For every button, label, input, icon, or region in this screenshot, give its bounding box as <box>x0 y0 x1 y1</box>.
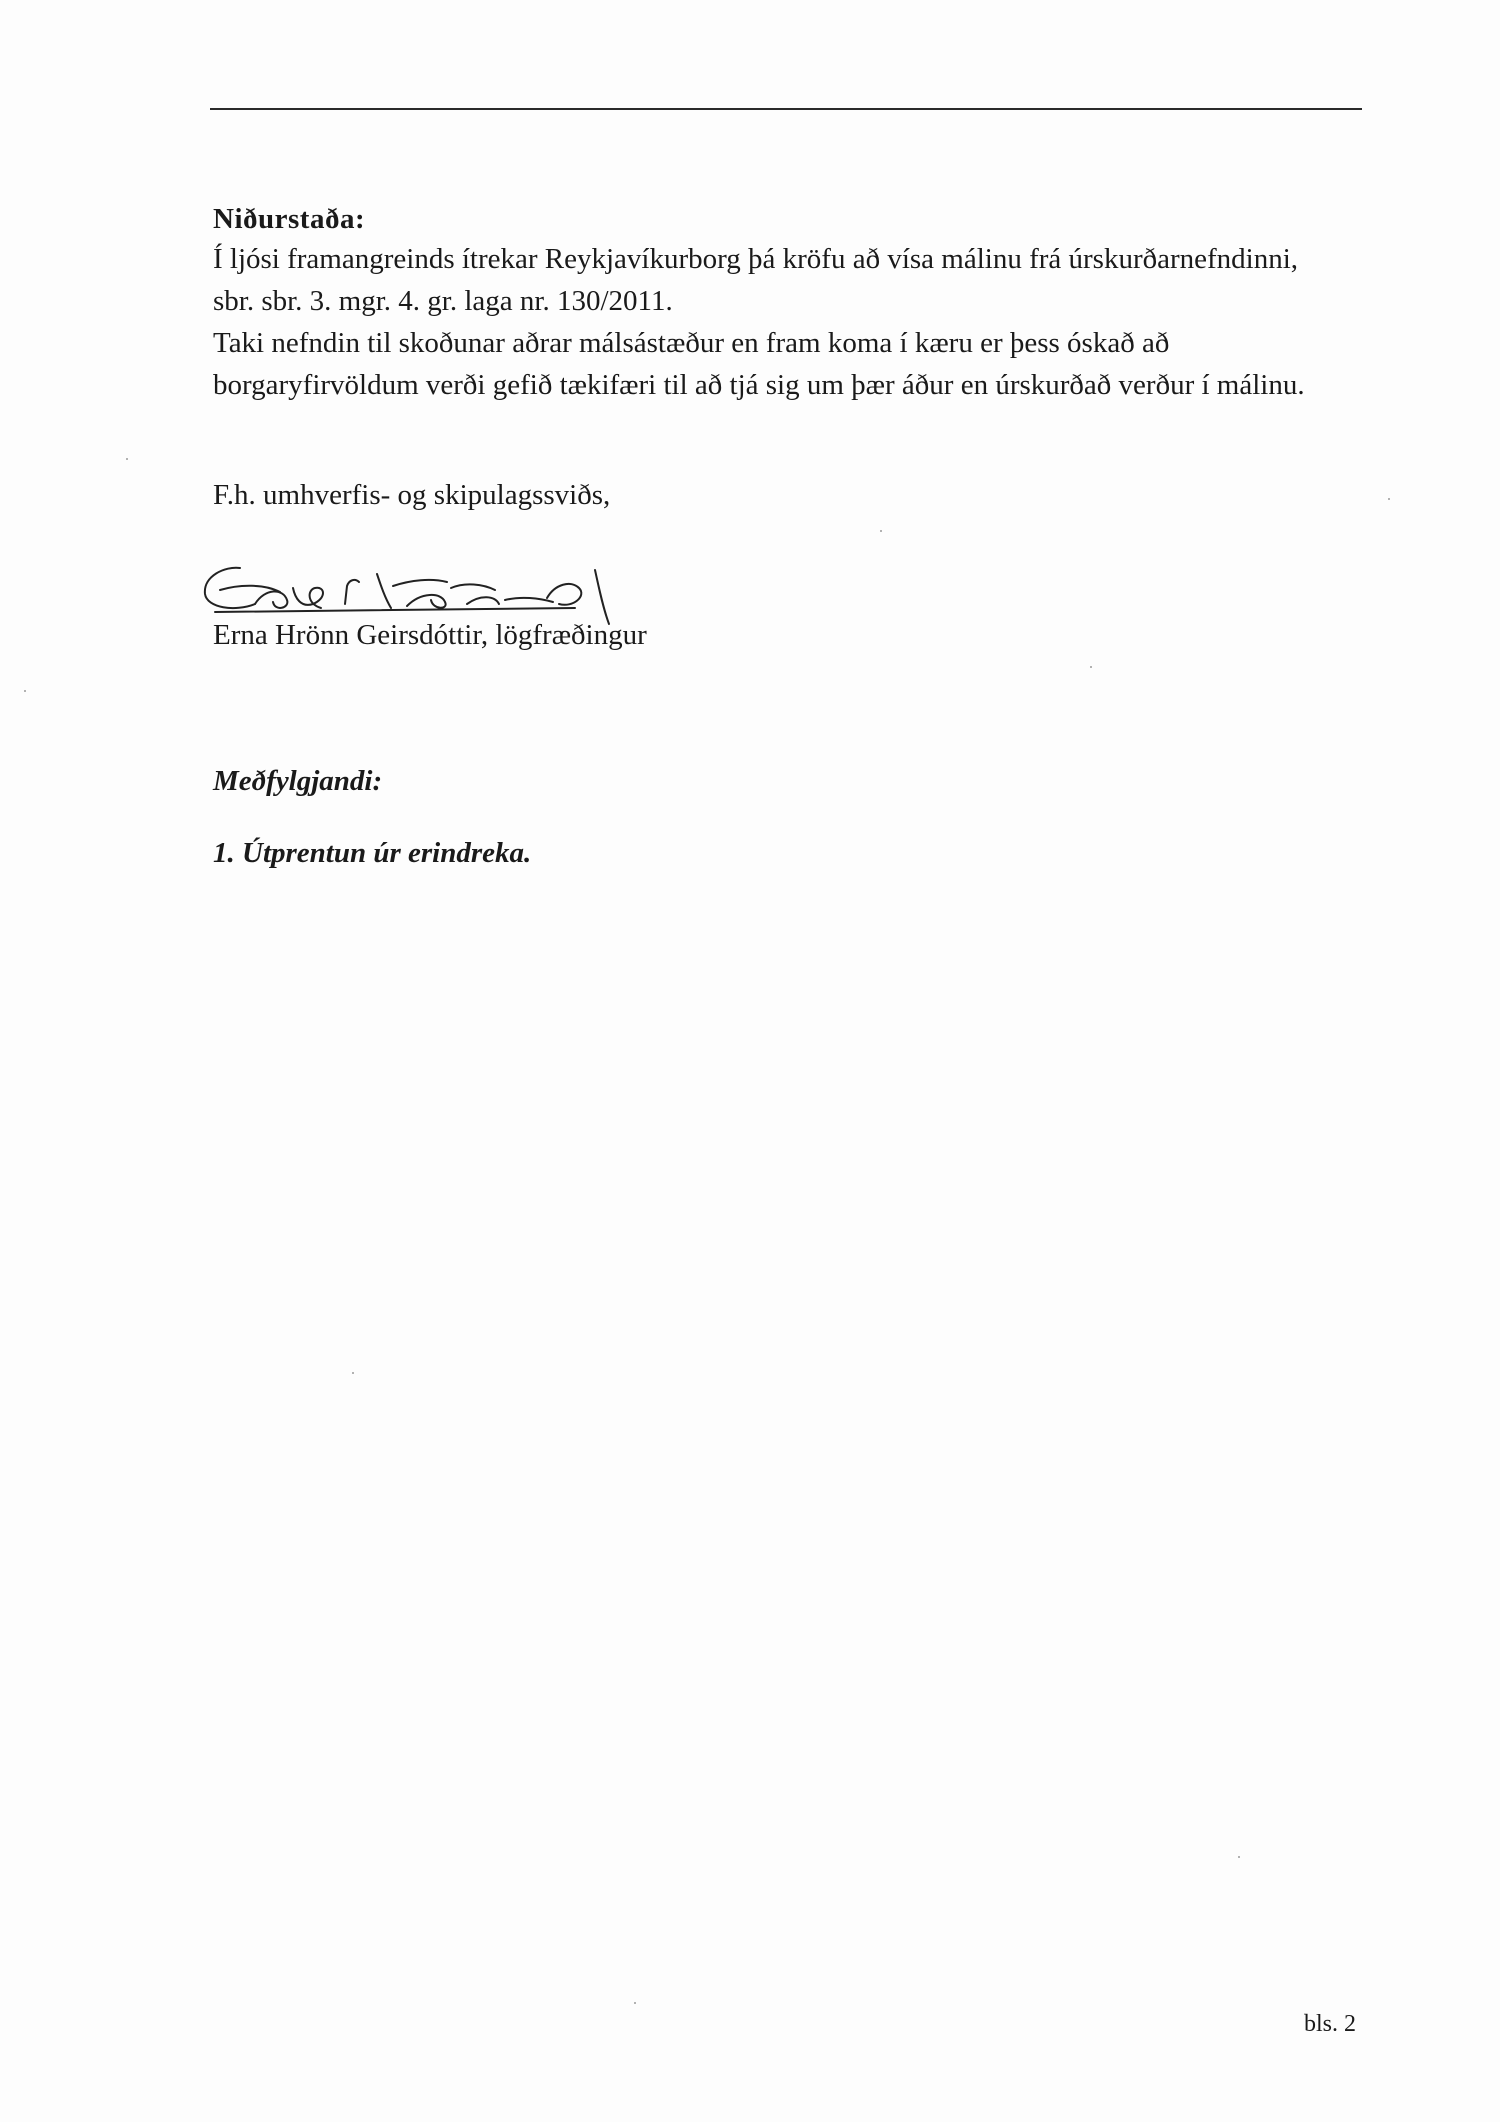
enclosure-item: 1. Útprentun úr erindreka. <box>213 837 532 869</box>
paragraph-line: Taki nefndin til skoðunar aðrar málsástæður en fram koma í kæru er þess óskað að <box>213 327 1170 359</box>
scan-speck <box>1090 666 1092 668</box>
scan-speck <box>634 2002 636 2004</box>
page-number: bls. 2 <box>1304 2011 1357 2037</box>
enclosure-heading: Meðfylgjandi: <box>213 765 383 797</box>
scan-speck <box>1238 1856 1240 1858</box>
scan-speck <box>1388 498 1390 500</box>
scan-speck <box>126 458 128 460</box>
scan-speck <box>880 530 882 532</box>
paragraph-line: Í ljósi framangreinds ítrekar Reykjavíkurborg þá kröfu að vísa málinu frá úrskurðarnefndinni, <box>213 243 1299 275</box>
scan-speck <box>24 690 26 692</box>
section-heading: Niðurstaða: <box>213 203 366 235</box>
scan-speck <box>352 1372 354 1374</box>
paragraph-line: borgaryfirvöldum verði gefið tækifæri til að tjá sig um þær áður en úrskurðað verður í málinu. <box>213 369 1305 401</box>
signatory-name: Erna Hrönn Geirsdóttir, lögfræðingur <box>213 619 647 651</box>
header-rule <box>210 108 1362 110</box>
closing-line: F.h. umhverfis- og skipulagssviðs, <box>213 479 611 511</box>
paragraph-line: sbr. sbr. 3. mgr. 4. gr. laga nr. 130/2011. <box>213 285 673 317</box>
handwritten-signature <box>195 548 635 628</box>
